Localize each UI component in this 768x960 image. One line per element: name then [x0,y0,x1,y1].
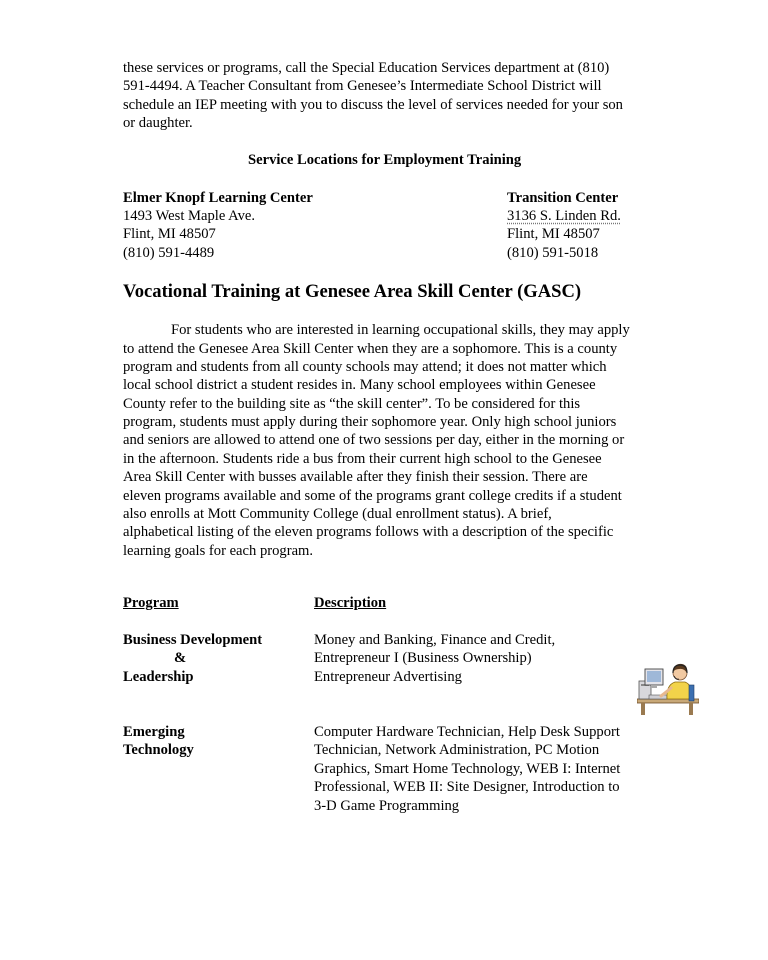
program-name: Emerging [123,724,185,740]
paragraph-line: For students who are interested in learning occupational skills, they may apply [171,322,630,338]
paragraph-line: program and students from all county schools may attend; it does not matter which [123,359,607,375]
column-header-description: Description [314,595,387,611]
paragraph-line: in the afternoon. Students ride a bus from their current high school to the Genesee [123,451,602,467]
column-header-program: Program [123,595,179,611]
program-description: Graphics, Smart Home Technology, WEB I: Internet [314,761,621,777]
paragraph-line: program, students must apply during their sophomore year. Only high school juniors [123,414,617,430]
person-at-computer-icon [637,655,699,715]
program-description: Professional, WEB II: Site Designer, Introduction to [314,779,620,795]
paragraph-line: and seniors are allowed to attend one of two sessions per day, either in the morning or [123,432,625,448]
program-name: & [174,650,187,666]
location-address: 3136 S. Linden Rd. [507,208,621,224]
program-description: 3-D Game Programming [314,798,460,814]
paragraph-line: alphabetical listing of the eleven programs follows with a description of the specific [123,524,614,540]
locations-title: Service Locations for Employment Training [248,152,522,168]
location-name: Transition Center [507,190,619,206]
program-description: Money and Banking, Finance and Credit, [314,632,556,648]
program-description: Technician, Network Administration, PC Motion [314,742,600,758]
program-name: Business Development [123,632,263,648]
paragraph-line: eleven programs available and some of the programs grant college credits if a student [123,488,622,504]
location-phone: (810) 591-4489 [123,245,215,261]
intro-line: schedule an IEP meeting with you to discuss the level of services needed for your son [123,97,623,113]
program-description: Computer Hardware Technician, Help Desk Support [314,724,620,740]
paragraph-line: County refer to the building site as “the skill center”. To be considered for this [123,396,581,412]
intro-line: 591-4494. A Teacher Consultant from Genesee’s Intermediate School District will [123,78,602,94]
intro-line: these services or programs, call the Special Education Services department at (810) [123,60,610,76]
location-address: 1493 West Maple Ave. [123,208,256,224]
program-name: Leadership [123,669,194,685]
paragraph-line: learning goals for each program. [123,543,314,559]
location-phone: (810) 591-5018 [507,245,599,261]
paragraph-line: Area Skill Center with busses available after they finish their session. There are [123,469,588,485]
program-name: Technology [123,742,194,758]
paragraph-line: to attend the Genesee Area Skill Center when they are a sophomore. This is a county [123,341,618,357]
paragraph-line: local school district a student resides in. Many school employees within Genesee [123,377,596,393]
location-name: Elmer Knopf Learning Center [123,190,313,206]
paragraph-line: also enrolls at Mott Community College (dual enrollment status). A brief, [123,506,552,522]
section-heading: Vocational Training at Genesee Area Skill Center (GASC) [123,281,582,302]
location-city: Flint, MI 48507 [123,226,216,242]
program-description: Entrepreneur Advertising [314,669,462,685]
location-city: Flint, MI 48507 [507,226,600,242]
program-description: Entrepreneur I (Business Ownership) [314,650,532,666]
intro-line: or daughter. [123,115,193,131]
